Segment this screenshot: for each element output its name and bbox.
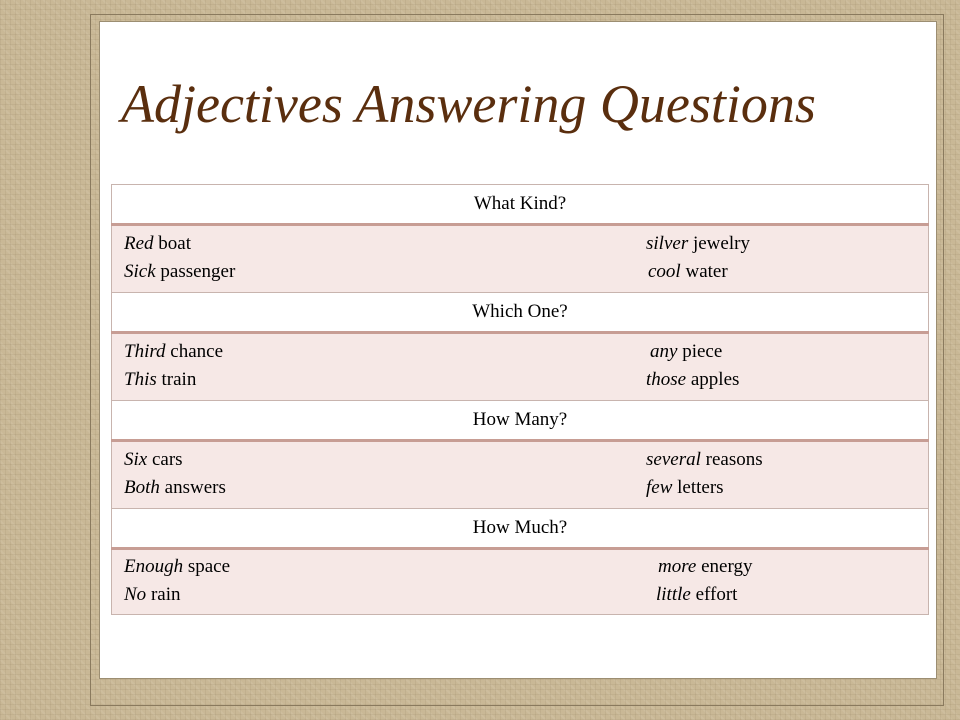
example-row [112, 549, 929, 615]
adjective: cool [648, 261, 681, 282]
example-left-1 [124, 231, 191, 257]
adjective: any [650, 341, 678, 362]
example-left-2 [124, 259, 235, 285]
noun: jewelry [688, 233, 750, 254]
example-row [112, 225, 929, 293]
example-cell [112, 225, 929, 293]
adjective: Enough [124, 556, 184, 577]
section-header-what-kind: What Kind? [112, 185, 929, 225]
adjective: Both [124, 477, 160, 498]
example-left-1 [124, 447, 183, 473]
noun: effort [690, 584, 738, 605]
example-left-2 [124, 367, 196, 393]
example-cell [112, 441, 929, 509]
example-right-2 [648, 259, 728, 285]
example-right-1 [646, 447, 763, 473]
adjective: This [124, 369, 157, 390]
example-cell-content [112, 552, 928, 612]
adjective: Sick [124, 261, 156, 282]
adjective: Six [124, 449, 148, 470]
noun: boat [153, 233, 192, 254]
adjective: silver [646, 233, 689, 254]
example-cell [112, 333, 929, 401]
example-left-1 [124, 554, 230, 580]
noun: apples [686, 369, 740, 390]
section-header-row [112, 185, 929, 225]
noun: reasons [700, 449, 763, 470]
example-left-2 [124, 582, 180, 608]
adjective: Third [124, 341, 166, 362]
adjective: those [646, 369, 687, 390]
example-right-2 [646, 367, 739, 393]
noun: space [183, 556, 231, 577]
example-cell-content [112, 445, 928, 505]
example-right-2 [646, 475, 724, 501]
example-right-1 [646, 231, 750, 257]
noun: cars [147, 449, 183, 470]
adjective: little [656, 584, 691, 605]
example-row [112, 333, 929, 401]
example-left-1 [124, 339, 223, 365]
example-right-2 [656, 582, 737, 608]
section-header-row [112, 509, 929, 549]
noun: rain [146, 584, 181, 605]
section-header-how-much: How Much? [112, 509, 929, 549]
noun: train [156, 369, 197, 390]
noun: energy [696, 556, 753, 577]
example-right-1 [658, 554, 752, 580]
example-row [112, 441, 929, 509]
adjective: Red [124, 233, 154, 254]
example-left-2 [124, 475, 226, 501]
adjective-table [111, 184, 929, 615]
example-cell-content [112, 337, 928, 397]
section-header-how-many: How Many? [112, 401, 929, 441]
noun: letters [672, 477, 724, 498]
noun: answers [159, 477, 226, 498]
adjective: No [124, 584, 147, 605]
adjective: more [658, 556, 697, 577]
adjective: few [646, 477, 673, 498]
example-cell [112, 549, 929, 615]
noun: water [680, 261, 728, 282]
noun: chance [165, 341, 224, 362]
example-cell-content [112, 229, 928, 289]
slide-title: Adjectives Answering Questions [121, 74, 816, 134]
noun: passenger [155, 261, 236, 282]
adjective: several [646, 449, 701, 470]
section-header-row [112, 293, 929, 333]
section-header-which-one: Which One? [112, 293, 929, 333]
example-right-1 [650, 339, 722, 365]
section-header-row [112, 401, 929, 441]
noun: piece [677, 341, 723, 362]
